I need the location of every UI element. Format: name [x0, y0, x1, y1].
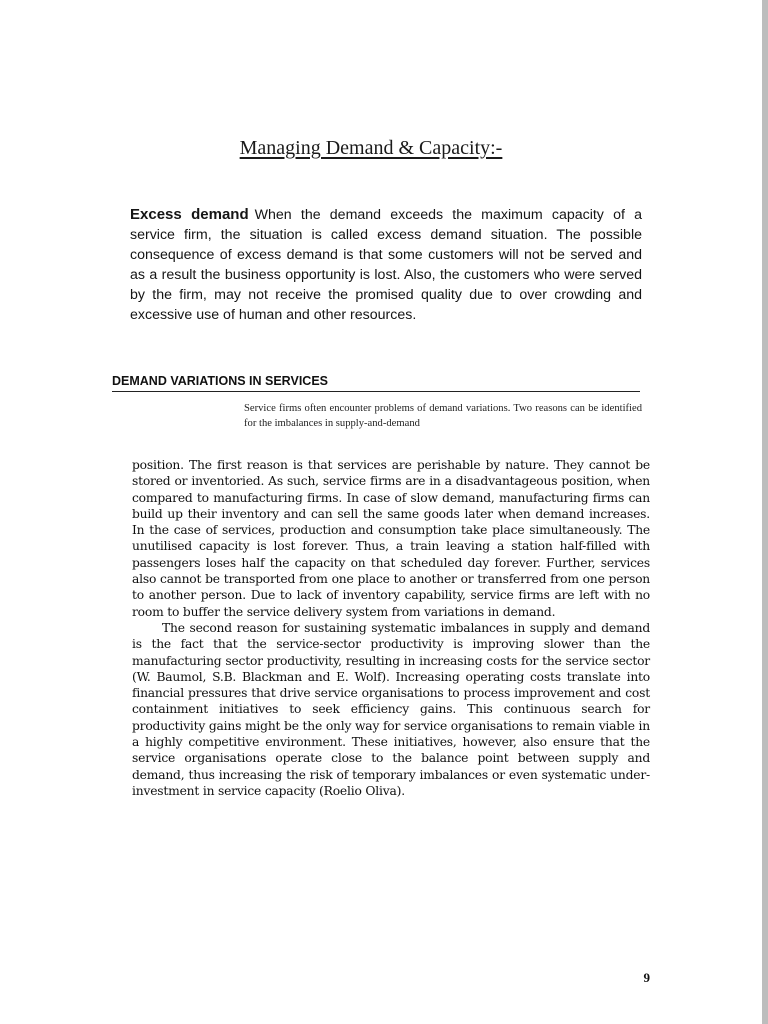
excess-demand-text: When the demand exceeds the maximum capacity of a service firm, the situation is called excess demand situation. The possible consequence of excess demand is that some customers will not be served and as a result the business opportunity is lost. Also, the customers who were served by the firm, may not receive the promised quality due to over crowding and excessive use of human and other resources. [130, 207, 642, 323]
scan-edge [762, 0, 768, 1024]
page-title: Managing Demand & Capacity:- [239, 137, 503, 159]
excess-demand-paragraph [130, 205, 642, 325]
section-heading: DEMAND VARIATIONS IN SERVICES [112, 374, 640, 392]
body-paragraph-1: position. The first reason is that services are perishable by nature. They cannot be stored or inventoried. As such, service firms are in a disadvantageous position, when compared to manufacturing firms. In case of slow demand, manufacturing firms can build up their inventory and can sell the same goods later when demand increases. In the case of services, production and consumption take place simultaneously. The unutilised capacity is lost forever. Thus, a train leaving a station half-filled with passengers loses half the capacity on that scheduled day forever. Further, services also cannot be transported from one place to another or transferred from one person to another person. Due to lack of inventory capability, service firms are left with no room to buffer the service delivery system from variations in demand. [132, 458, 650, 619]
body-paragraph-2: The second reason for sustaining systematic imbalances in supply and demand is the fact that the service-sector productivity is improving slower than the manufacturing sector productivity, resulting in increasing costs for the service sector (W. Baumol, S.B. Blackman and E. Wolf). Increasing operating costs translate into financial pressures that drive service organisations to process improvement and cost containment initiatives to seek efficiency gains. This continuous search for productivity gains might be the only way for service organisations to remain viable in a highly competitive environment. These initiatives, however, also ensure that the service organisations operate close to the balance point between supply and demand, thus increasing the risk of temporary imbalances or even systematic under-investment in service capacity (Roelio Oliva). [132, 620, 650, 798]
section-body [132, 457, 650, 799]
section-intro: Service firms often encounter problems of demand variations. Two reasons can be identified for the imbalances in supply-and-demand [244, 403, 642, 429]
excess-demand-term: Excess demand [130, 206, 249, 223]
page-number: 9 [643, 970, 650, 985]
